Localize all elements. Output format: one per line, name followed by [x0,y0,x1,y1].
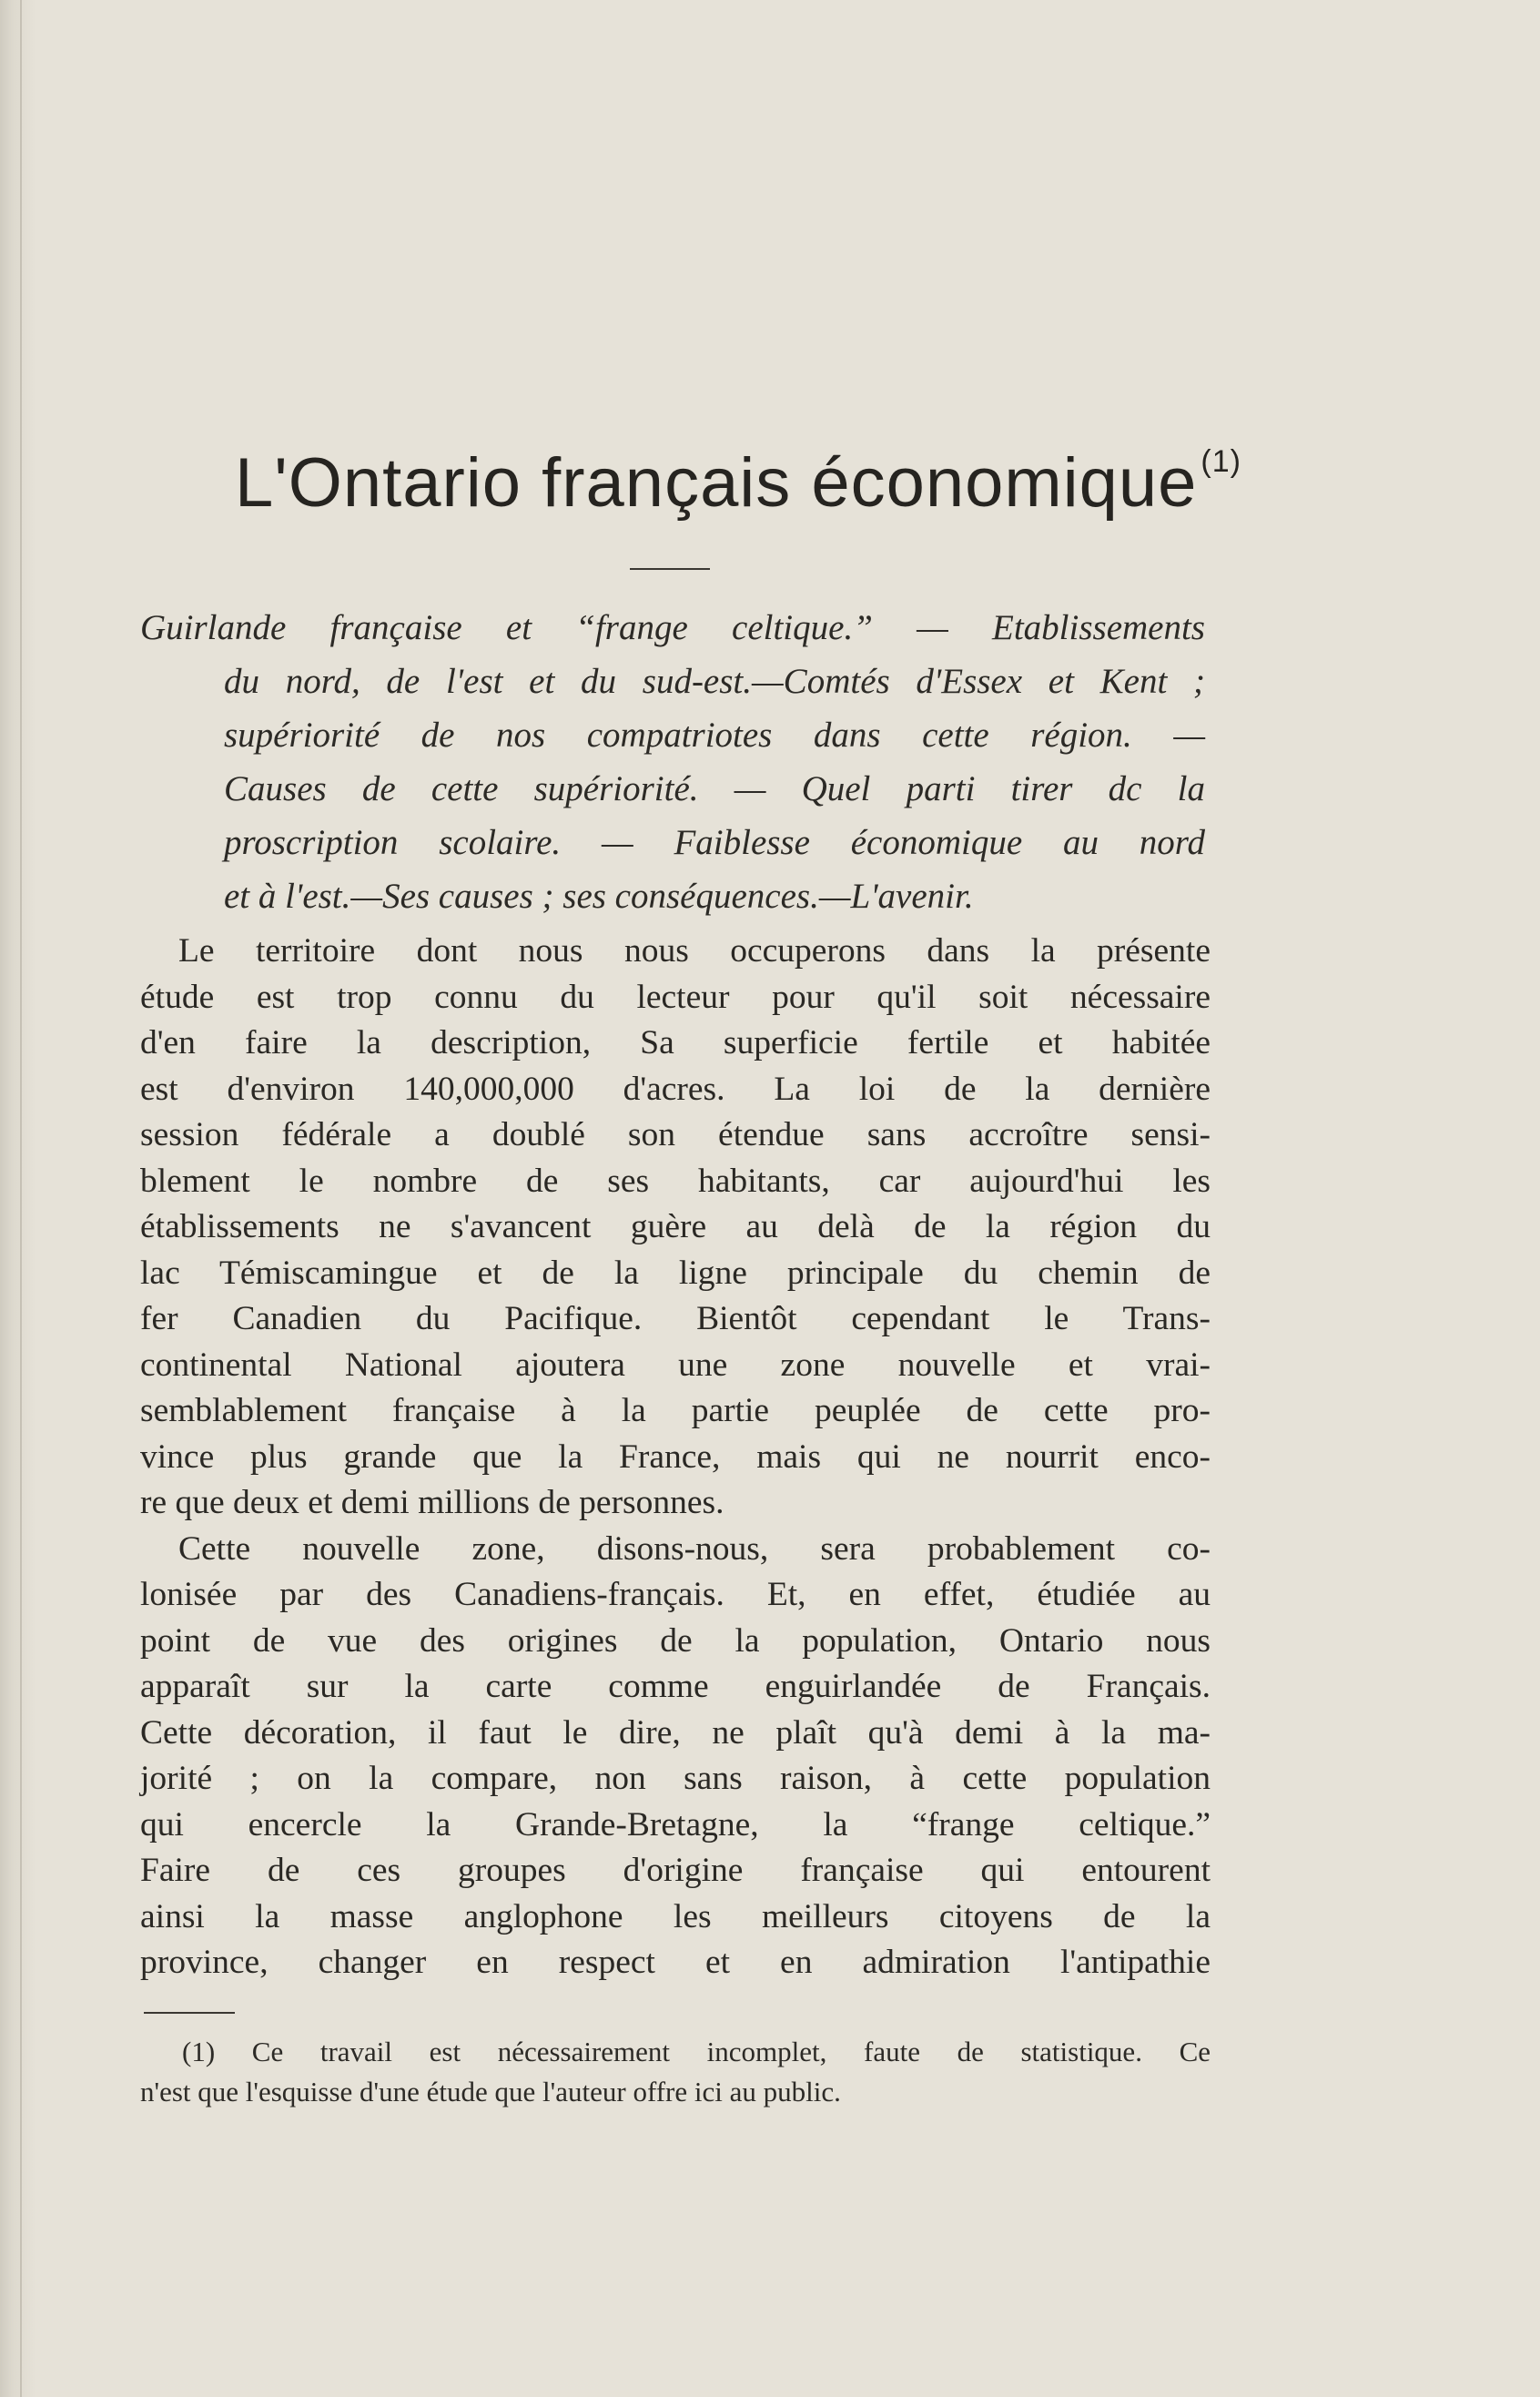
text-line: établissements ne s'avancent guère au delà de la région du [140,1208,1211,1245]
text-line: re que deux et demi millions de personnes. [140,1484,724,1521]
text-line: lonisée par des Canadiens-français. Et, en effet, étudiée au [140,1576,1211,1613]
text-line: fer Canadien du Pacifique. Bientôt cependant le Trans- [140,1300,1211,1337]
text-line: point de vue des origines de la population, Ontario nous [140,1621,1211,1660]
footnote-divider [144,2012,235,2014]
text-line: vince plus grande que la France, mais qui ne nourrit enco- [140,1437,1211,1476]
text-line: semblablement française à la partie peuplée de cette pro- [140,1392,1211,1429]
text-line: étude est trop connu du lecteur pour qu'il soit nécessaire [140,978,1211,1016]
paragraph-1 [140,929,1211,1527]
summary-line: du nord, de l'est et du sud-est.—Comtés d'Essex et Kent ; [224,662,1205,701]
text-line: continental National ajoutera une zone nouvelle et vrai- [140,1346,1211,1384]
text-line: apparaît sur la carte comme enguirlandée de Français. [140,1668,1211,1705]
text-line: Faire de ces groupes d'origine française qui entourent [140,1852,1211,1889]
title-footnote-ref: (1) [1201,444,1241,479]
text-line: Cette nouvelle zone, disons-nous, sera probablement co- [178,1529,1211,1568]
text-line: Cette décoration, il faut le dire, ne plaît qu'à demi à la ma- [140,1713,1211,1752]
chapter-title [235,444,1241,522]
text-line: ainsi la masse anglophone les meilleurs citoyens de la [140,1897,1211,1935]
summary-line: Guirlande française et “frange celtique.” — Etablissements [140,608,1205,647]
chapter-summary [140,601,1205,923]
page-gutter [20,0,22,2397]
text-line: est d'environ 140,000,000 d'acres. La loi de la dernière [140,1070,1211,1108]
text-line: province, changer en respect et en admiration l'antipathie [140,1944,1211,1981]
footnote-line: (1) Ce travail est nécessairement incomplet, faute de statistique. Ce [182,2036,1211,2067]
text-line: d'en faire la description, Sa superficie fertile et habitée [140,1024,1211,1061]
footnote [140,2032,1211,2112]
text-line: qui encercle la Grande-Bretagne, la “frange celtique.” [140,1805,1211,1843]
body-text [140,929,1211,1986]
paragraph-2 [140,1527,1211,1986]
text-line: Le territoire dont nous nous occuperons dans la présente [178,932,1211,970]
text-line: jorité ; on la compare, non sans raison, à cette population [140,1760,1211,1797]
summary-line: Causes de cette supériorité. — Quel parti tirer dc la [224,769,1205,808]
title-divider [630,568,710,570]
text-line: session fédérale a doublé son étendue sans accroître sensi- [140,1116,1211,1153]
text-line: blement le nombre de ses habitants, car aujourd'hui les [140,1162,1211,1200]
summary-line: et à l'est.—Ses causes ; ses conséquences.—L'avenir. [224,877,974,916]
summary-line: proscription scolaire. — Faiblesse économique au nord [224,823,1205,862]
text-line: lac Témiscamingue et de la ligne principale du chemin de [140,1254,1211,1292]
chapter-title-text: L'Ontario français économique [235,444,1198,522]
summary-line: supériorité de nos compatriotes dans cette région. — [224,716,1205,755]
footnote-line: n'est que l'esquisse d'une étude que l'auteur offre ici au public. [140,2076,841,2108]
